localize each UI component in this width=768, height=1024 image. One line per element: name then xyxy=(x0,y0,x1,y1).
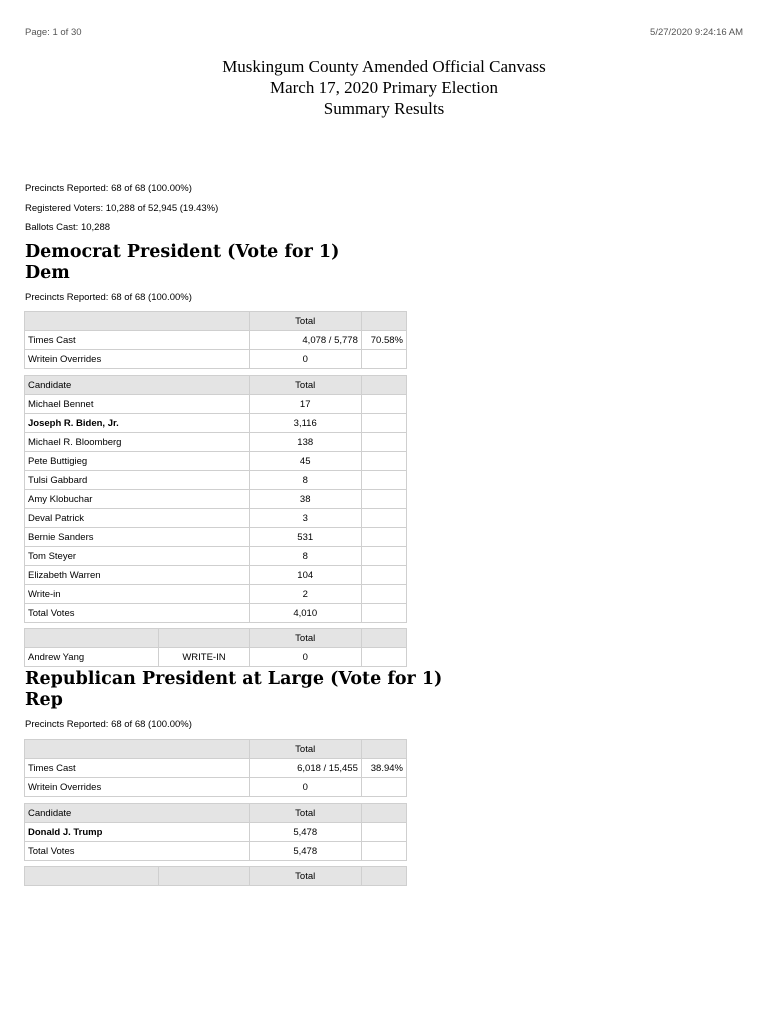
total-header: Total xyxy=(249,867,361,886)
precincts-reported: Precincts Reported: 68 of 68 (100.00%) xyxy=(25,183,192,194)
total-header: Total xyxy=(249,312,361,331)
dem-times-cast-table xyxy=(24,311,407,369)
table-header-row xyxy=(25,740,407,759)
writein-votes: 0 xyxy=(249,648,361,667)
rep-precincts: Precincts Reported: 68 of 68 (100.00%) xyxy=(25,719,192,730)
table-row xyxy=(25,490,407,509)
empty-cell xyxy=(361,490,406,509)
table-header-row xyxy=(25,629,407,648)
overrides-label: Writein Overrides xyxy=(25,778,250,797)
table-row xyxy=(25,778,407,797)
empty-cell xyxy=(361,585,406,604)
total-header: Total xyxy=(249,629,361,648)
writein-name: Andrew Yang xyxy=(25,648,159,667)
empty-cell xyxy=(361,547,406,566)
header-blank xyxy=(25,312,250,331)
total-header: Total xyxy=(249,376,361,395)
table-row xyxy=(25,414,407,433)
rep-candidates-table xyxy=(24,803,407,861)
empty-cell xyxy=(361,509,406,528)
total-votes-label: Total Votes xyxy=(25,604,250,623)
table-row xyxy=(25,471,407,490)
rep-section-title xyxy=(25,669,442,711)
candidate-votes: 8 xyxy=(249,547,361,566)
header-blank xyxy=(361,376,406,395)
header-blank xyxy=(25,629,159,648)
header-blank xyxy=(361,740,406,759)
table-row xyxy=(25,350,407,369)
dem-writein-table xyxy=(24,628,407,667)
table-header-row xyxy=(25,376,407,395)
table-row xyxy=(25,648,407,667)
candidate-name: Pete Buttigieg xyxy=(25,452,250,471)
candidate-header: Candidate xyxy=(25,804,250,823)
candidate-votes: 531 xyxy=(249,528,361,547)
empty-cell xyxy=(361,604,406,623)
rep-title-line-2: Rep xyxy=(25,690,63,710)
table-row xyxy=(25,395,407,414)
writein-type: WRITE-IN xyxy=(159,648,249,667)
registered-voters: Registered Voters: 10,288 of 52,945 (19.43%) xyxy=(25,203,219,214)
empty-cell xyxy=(361,452,406,471)
times-cast-label: Times Cast xyxy=(25,759,250,778)
candidate-name: Elizabeth Warren xyxy=(25,566,250,585)
header-blank xyxy=(25,867,159,886)
candidate-name: Michael Bennet xyxy=(25,395,250,414)
candidate-header: Candidate xyxy=(25,376,250,395)
ballots-cast: Ballots Cast: 10,288 xyxy=(25,222,111,233)
overrides-value: 0 xyxy=(249,778,361,797)
candidate-votes: 5,478 xyxy=(249,823,361,842)
dem-precincts: Precincts Reported: 68 of 68 (100.00%) xyxy=(25,292,192,303)
empty-cell xyxy=(361,648,406,667)
total-votes-value: 4,010 xyxy=(249,604,361,623)
candidate-name-winner: Joseph R. Biden, Jr. xyxy=(25,414,250,433)
total-votes-label: Total Votes xyxy=(25,842,250,861)
times-cast-value: 6,018 / 15,455 xyxy=(249,759,361,778)
empty-cell xyxy=(361,471,406,490)
overrides-label: Writein Overrides xyxy=(25,350,250,369)
candidate-name: Amy Klobuchar xyxy=(25,490,250,509)
table-row xyxy=(25,585,407,604)
times-cast-value: 4,078 / 5,778 xyxy=(249,331,361,350)
table-row xyxy=(25,331,407,350)
candidate-name: Write-in xyxy=(25,585,250,604)
header-blank xyxy=(361,629,406,648)
table-header-row xyxy=(25,867,407,886)
candidate-votes: 8 xyxy=(249,471,361,490)
empty-cell xyxy=(361,414,406,433)
page-number: Page: 1 of 30 xyxy=(25,27,82,38)
empty-cell xyxy=(361,823,406,842)
table-row xyxy=(25,528,407,547)
empty-cell xyxy=(361,528,406,547)
header-blank xyxy=(361,804,406,823)
rep-writein-table xyxy=(24,866,407,886)
rep-title-line-1: Republican President at Large (Vote for 1) xyxy=(25,669,443,689)
candidate-name: Deval Patrick xyxy=(25,509,250,528)
empty-cell xyxy=(361,433,406,452)
candidate-votes: 38 xyxy=(249,490,361,509)
header-blank xyxy=(361,312,406,331)
total-votes-value: 5,478 xyxy=(249,842,361,861)
empty-cell xyxy=(361,842,406,861)
empty-cell xyxy=(361,350,406,369)
candidate-name-winner: Donald J. Trump xyxy=(25,823,250,842)
dem-title-line-1: Democrat President (Vote for 1) xyxy=(25,242,340,262)
title-line-1: Muskingum County Amended Official Canvass xyxy=(222,57,546,76)
total-header: Total xyxy=(249,804,361,823)
table-row xyxy=(25,452,407,471)
total-header: Total xyxy=(249,740,361,759)
candidate-name: Michael R. Bloomberg xyxy=(25,433,250,452)
empty-cell xyxy=(361,778,406,797)
table-header-row xyxy=(25,804,407,823)
dem-section-title xyxy=(25,242,339,284)
dem-candidates-table xyxy=(24,375,407,623)
overrides-value: 0 xyxy=(249,350,361,369)
candidate-name: Tulsi Gabbard xyxy=(25,471,250,490)
candidate-votes: 3,116 xyxy=(249,414,361,433)
table-row xyxy=(25,604,407,623)
rep-times-cast-table xyxy=(24,739,407,797)
table-row xyxy=(25,566,407,585)
candidate-votes: 45 xyxy=(249,452,361,471)
table-row xyxy=(25,433,407,452)
candidate-name: Bernie Sanders xyxy=(25,528,250,547)
table-row xyxy=(25,509,407,528)
table-header-row xyxy=(25,312,407,331)
candidate-votes: 2 xyxy=(249,585,361,604)
candidate-name: Tom Steyer xyxy=(25,547,250,566)
candidate-votes: 104 xyxy=(249,566,361,585)
candidate-votes: 17 xyxy=(249,395,361,414)
table-row xyxy=(25,547,407,566)
empty-cell xyxy=(361,566,406,585)
print-timestamp: 5/27/2020 9:24:16 AM xyxy=(650,27,743,38)
candidate-votes: 138 xyxy=(249,433,361,452)
table-row xyxy=(25,842,407,861)
report-title xyxy=(0,56,768,119)
table-row xyxy=(25,759,407,778)
title-line-3: Summary Results xyxy=(323,99,445,118)
dem-title-line-2: Dem xyxy=(25,263,70,283)
header-blank xyxy=(159,867,249,886)
times-cast-label: Times Cast xyxy=(25,331,250,350)
header-blank xyxy=(159,629,249,648)
candidate-votes: 3 xyxy=(249,509,361,528)
empty-cell xyxy=(361,395,406,414)
times-cast-percent: 70.58% xyxy=(361,331,406,350)
table-row xyxy=(25,823,407,842)
header-blank xyxy=(25,740,250,759)
header-blank xyxy=(361,867,406,886)
times-cast-percent: 38.94% xyxy=(361,759,406,778)
title-line-2: March 17, 2020 Primary Election xyxy=(269,78,499,97)
